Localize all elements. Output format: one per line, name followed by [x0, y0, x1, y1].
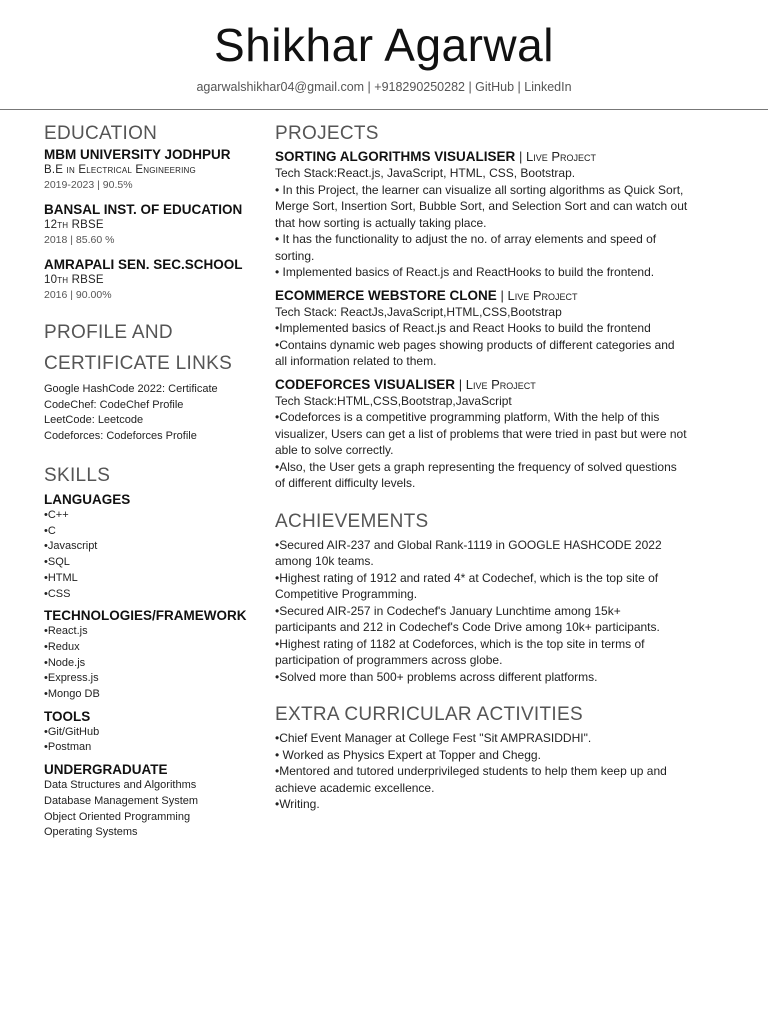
- activity-line: achieve academic excellence.: [275, 780, 435, 795]
- achievement-line: among 10k teams.: [275, 554, 374, 568]
- project-line: • Implemented basics of React.js and ReactHooks to build the frontend.: [275, 265, 655, 279]
- contact-line: agarwalshikhar04@gmail.com | +918290250282 | GitHub | LinkedIn: [196, 80, 572, 94]
- list-item: Database Management System: [44, 794, 199, 807]
- project-name: CODEFORCES VISUALISER: [275, 376, 456, 392]
- undergraduate-list: [44, 778, 264, 841]
- project-line: able to solve correctly.: [275, 443, 394, 457]
- project-name: SORTING ALGORITHMS VISUALISER: [275, 149, 516, 164]
- list-item: •CSS: [44, 587, 71, 600]
- project-title: [275, 287, 727, 304]
- project-entry: [275, 287, 727, 370]
- list-item: •Mongo DB: [44, 688, 100, 701]
- profile-link-hashcode[interactable]: Google HashCode 2022: Certificate: [44, 383, 218, 395]
- project-line: • In this Project, the learner can visualize all sorting algorithms as Quick Sort,: [275, 182, 684, 197]
- project-name: ECOMMERCE WEBSTORE CLONE: [275, 287, 497, 303]
- education-entry: [44, 256, 264, 303]
- project-line: that how sorting is actually taking place.: [275, 215, 487, 230]
- institution-name: BANSAL INST. OF EDUCATION: [44, 202, 243, 217]
- education-list: [44, 146, 264, 303]
- project-line: all information related to them.: [275, 354, 437, 368]
- list-item: Data Structures and Algorithms: [44, 779, 197, 792]
- degree-name: B.E in Electrical Engineering: [44, 164, 196, 176]
- achievement-line: •Secured AIR-237 and Global Rank-1119 in GOOGLE HASHCODE 2022: [275, 537, 662, 552]
- right-column: [275, 122, 727, 813]
- projects-heading: PROJECTS: [275, 123, 379, 144]
- skills-heading: SKILLS: [44, 465, 111, 486]
- project-line: •Codeforces is a competitive programming platform, With the help of this: [275, 410, 660, 424]
- project-line: •Implemented basics of React.js and React Hooks to build the frontend: [275, 321, 651, 335]
- project-title: [275, 148, 727, 165]
- education-entry: [44, 201, 264, 248]
- achievement-line: •Solved more than 500+ problems across different platforms.: [275, 669, 598, 684]
- institution-name: MBM UNIVERSITY JODHPUR: [44, 147, 231, 162]
- profile-heading: [44, 317, 264, 379]
- project-entry: [275, 148, 727, 281]
- live-project-link[interactable]: | Live Project: [458, 376, 536, 392]
- undergraduate-heading: UNDERGRADUATE: [44, 762, 168, 778]
- list-item: •Javascript: [44, 540, 98, 553]
- achievement-line: Competitive Programming.: [275, 587, 418, 601]
- profile-link-codeforces[interactable]: Codeforces: Codeforces Profile: [44, 429, 197, 442]
- header-divider: [0, 109, 768, 110]
- project-line: •Contains dynamic web pages showing products of different categories and: [275, 337, 675, 352]
- activity-line: •Writing.: [275, 797, 320, 811]
- project-line: Merge Sort, Insertion Sort, Bubble Sort, and Selection Sort and can watch out: [275, 199, 688, 213]
- list-item: •React.js: [44, 625, 88, 638]
- project-line: •Also, the User gets a graph representing the frequency of solved questions: [275, 459, 677, 474]
- languages-heading: LANGUAGES: [44, 492, 131, 507]
- achievement-line: •Highest rating of 1182 at Codeforces, which is the top site in terms of: [275, 636, 645, 651]
- achievement-line: •Highest rating of 1912 and rated 4* at Codechef, which is the top site of: [275, 570, 659, 585]
- education-meta: 2019-2023 | 90.5%: [44, 179, 133, 191]
- project-title: [275, 376, 727, 393]
- list-item: •Postman: [44, 741, 92, 754]
- left-column: [44, 122, 264, 841]
- technologies-heading: TECHNOLOGIES/FRAMEWORK: [44, 608, 247, 624]
- project-line: Tech Stack: ReactJs,JavaScript,HTML,CSS,Bootstrap: [275, 304, 562, 319]
- profile-heading-line1: PROFILE AND: [44, 322, 173, 343]
- list-item: •C: [44, 524, 56, 537]
- extracurricular-list: [275, 730, 727, 813]
- tools-heading: TOOLS: [44, 708, 91, 724]
- project-line: Tech Stack:HTML,CSS,Bootstrap,JavaScript: [275, 393, 512, 408]
- activity-line: •Mentored and tutored underprivileged students to help them keep up and: [275, 764, 667, 778]
- profile-link-codechef[interactable]: CodeChef: CodeChef Profile: [44, 398, 184, 411]
- education-meta: 2018 | 85.60 %: [44, 234, 115, 246]
- list-item: •C++: [44, 509, 69, 521]
- degree-name: 10th RBSE: [44, 274, 104, 286]
- list-item: •Express.js: [44, 672, 99, 685]
- project-entry: [275, 376, 727, 492]
- education-heading: EDUCATION: [44, 123, 158, 144]
- profile-heading-line2: CERTIFICATE LINKS: [44, 353, 233, 374]
- project-line: of different difficulty levels.: [275, 476, 416, 490]
- extracurricular-heading: EXTRA CURRICULAR ACTIVITIES: [275, 704, 583, 725]
- list-item: Object Oriented Programming: [44, 810, 191, 823]
- project-line: Tech Stack:React.js, JavaScript, HTML, CSS, Bootstrap.: [275, 166, 576, 180]
- profile-links: [44, 382, 264, 444]
- list-item: Operating Systems: [44, 826, 138, 839]
- list-item: •Node.js: [44, 656, 86, 669]
- live-project-link[interactable]: | Live Project: [500, 287, 578, 303]
- achievements-list: [275, 537, 727, 686]
- activity-line: • Worked as Physics Expert at Topper and Chegg.: [275, 747, 541, 762]
- achievements-heading: ACHIEVEMENTS: [275, 510, 429, 532]
- technologies-list: [44, 624, 264, 703]
- candidate-name: Shikhar Agarwal: [214, 19, 554, 71]
- list-item: •Git/GitHub: [44, 725, 100, 738]
- languages-list: [44, 508, 264, 602]
- achievement-line: •Secured AIR-257 in Codechef's January Lunchtime among 15k+: [275, 603, 621, 618]
- project-line: sorting.: [275, 248, 315, 263]
- education-meta: 2016 | 90.00%: [44, 289, 112, 301]
- achievement-line: participants and 212 in Codechef's Code Drive among 10k+ participants.: [275, 620, 660, 634]
- institution-name: AMRAPALI SEN. SEC.SCHOOL: [44, 257, 243, 272]
- project-line: • It has the functionality to adjust the no. of array elements and speed of: [275, 232, 657, 246]
- achievement-line: participation of programmers across globe.: [275, 653, 503, 667]
- activity-line: •Chief Event Manager at College Fest "Sit AMPRASIDDHI".: [275, 731, 592, 745]
- live-project-link[interactable]: | Live Project: [519, 149, 597, 164]
- tools-list: [44, 725, 264, 756]
- list-item: •SQL: [44, 556, 70, 569]
- list-item: •HTML: [44, 571, 78, 584]
- degree-name: 12th RBSE: [44, 219, 104, 231]
- project-line: visualizer, Users can get a list of problems that were tried in past but were not: [275, 426, 687, 441]
- education-entry: [44, 146, 264, 193]
- list-item: •Redux: [44, 640, 80, 653]
- profile-link-leetcode[interactable]: LeetCode: Leetcode: [44, 414, 144, 426]
